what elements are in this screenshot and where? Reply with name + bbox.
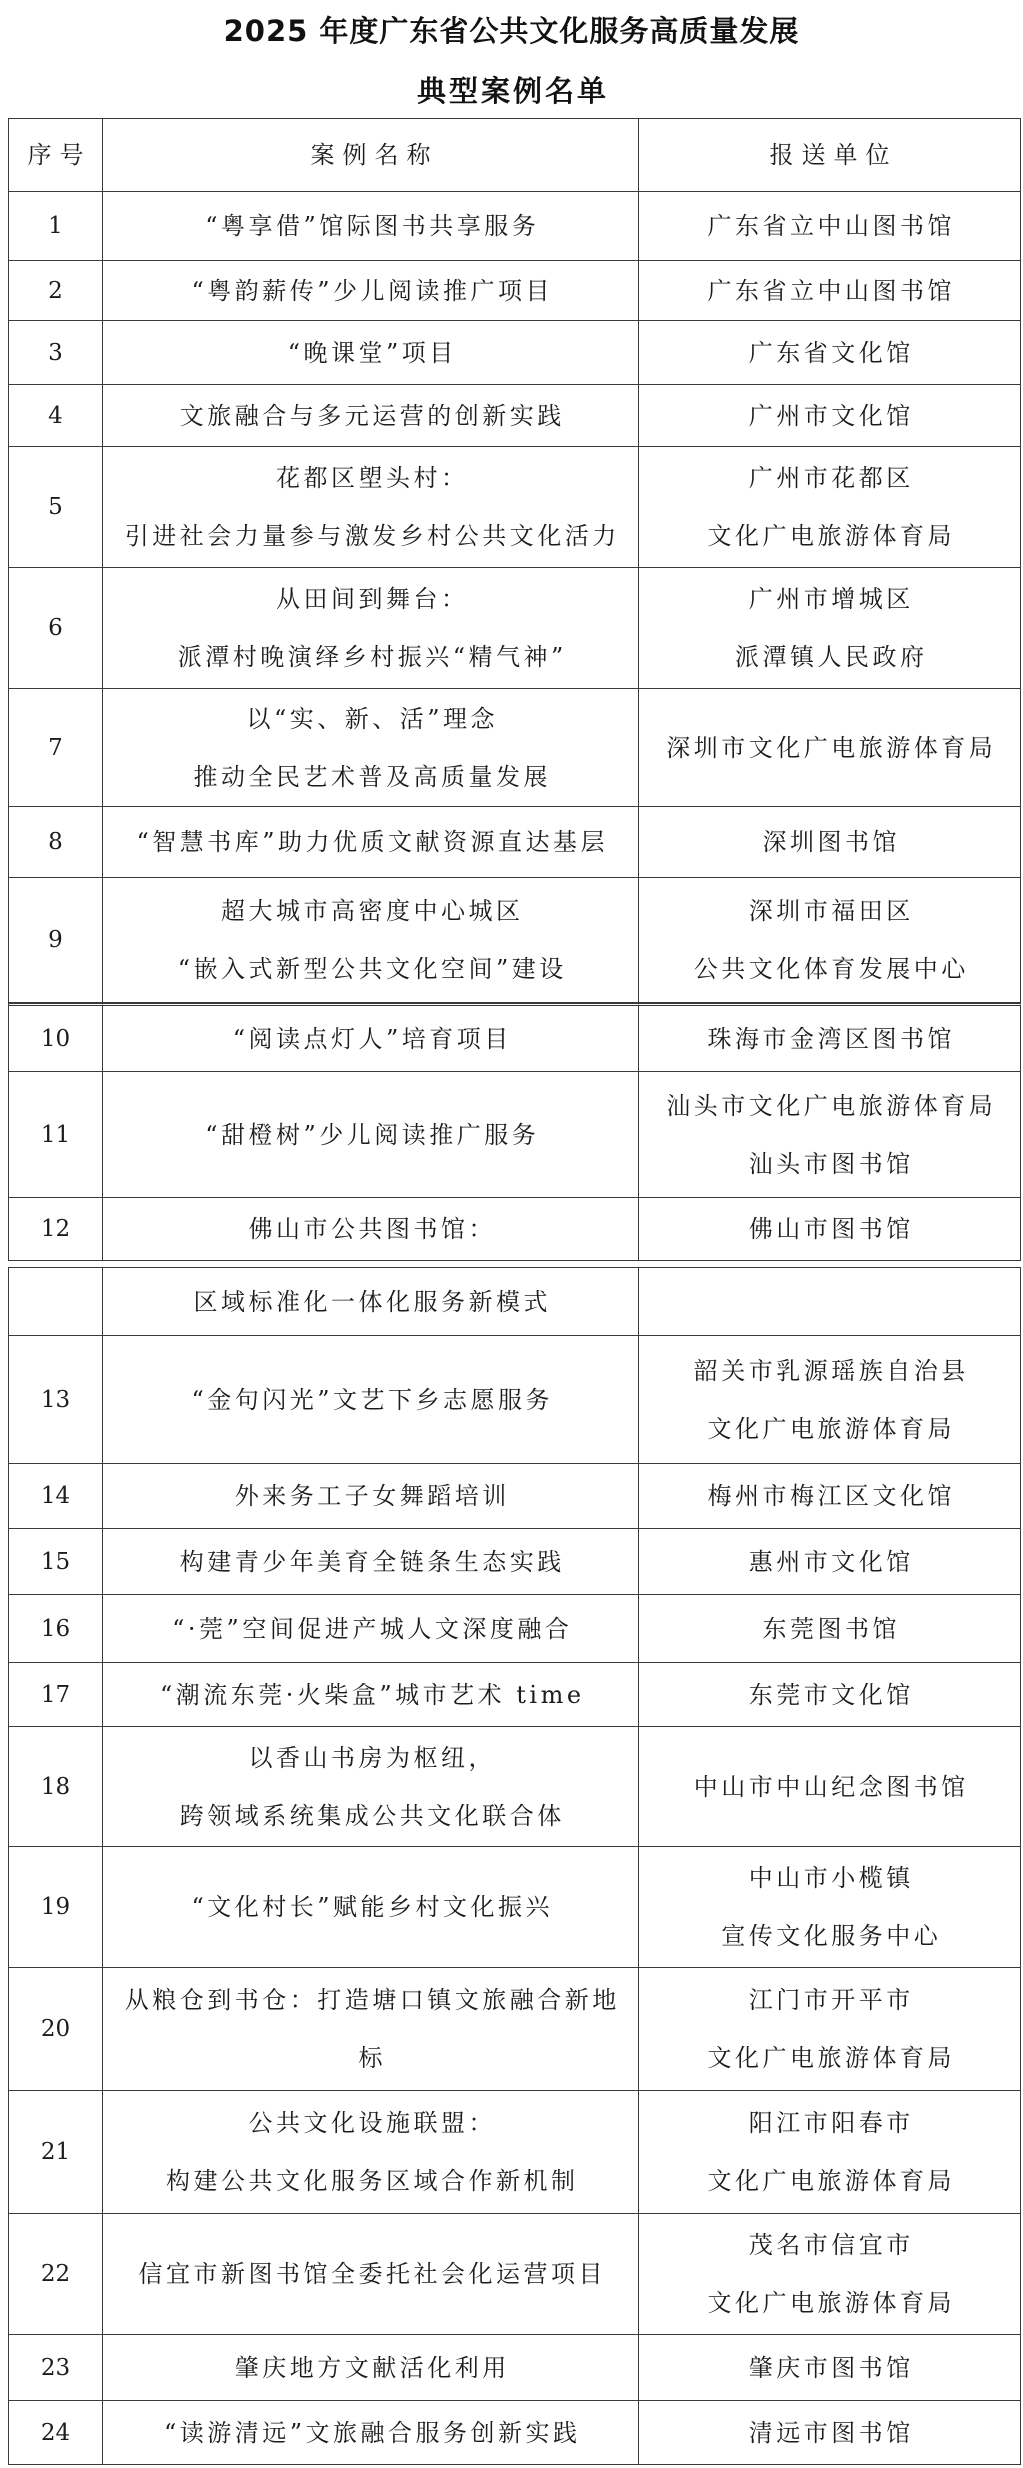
reporting-unit-cell (639, 689, 1021, 807)
row-number-cell (9, 2401, 103, 2465)
table-row (9, 1529, 1021, 1595)
case-name-line: 文旅融合与多元运营的创新实践 (179, 401, 565, 430)
row-number: 8 (48, 829, 63, 855)
row-number-cell (9, 807, 103, 878)
row-number-cell (9, 1663, 103, 1727)
case-name-line: 标 (358, 2044, 386, 2072)
case-name-line: “粤享借”馆际图书共享服务 (205, 212, 540, 240)
reporting-unit-line: 公共文化体育发展中心 (693, 955, 969, 983)
row-number-cell (9, 568, 103, 689)
case-name-cell (103, 1198, 639, 1261)
reporting-unit-line: 深圳市福田区 (748, 897, 914, 925)
reporting-unit-line: 韶关市乳源瑶族自治县 (693, 1356, 969, 1385)
case-name-cell (103, 878, 639, 1003)
document-title: 2025 年度广东省公共文化服务高质量发展 (223, 14, 800, 48)
case-name-line: “阅读点灯人”培育项目 (232, 1024, 512, 1053)
case-name-cell (103, 2335, 639, 2401)
case-name-cell (103, 2214, 639, 2335)
case-name-line: “晚课堂”项目 (287, 338, 457, 367)
document-subtitle: 典型案例名单 (416, 74, 609, 108)
table-row (9, 261, 1021, 321)
reporting-unit-line: 深圳市文化广电旅游体育局 (666, 733, 997, 762)
table-row (9, 1663, 1021, 1727)
row-number-cell (9, 1727, 103, 1847)
reporting-unit-cell (639, 1464, 1021, 1529)
table-row (9, 1464, 1021, 1529)
reporting-unit-cell (639, 2401, 1021, 2465)
case-name-cell (103, 321, 639, 385)
case-name-line: 佛山市公共图书馆： (248, 1215, 496, 1243)
case-name-line: “嵌入式新型公共文化空间”建设 (177, 955, 567, 983)
reporting-unit-cell (639, 878, 1021, 1003)
table-row (9, 2091, 1021, 2214)
reporting-unit-line: 广东省立中山图书馆 (707, 276, 955, 305)
reporting-unit-line: 惠州市文化馆 (748, 1547, 914, 1576)
case-name-cell (103, 192, 639, 261)
reporting-unit-cell (639, 2214, 1021, 2335)
case-name-line: 推动全民艺术普及高质量发展 (193, 762, 551, 791)
reporting-unit-cell (639, 2091, 1021, 2214)
case-name-line: “智慧书库”助力优质文献资源直达基层 (136, 828, 609, 856)
row-number: 9 (48, 927, 63, 953)
reporting-unit-line: 广东省立中山图书馆 (707, 212, 955, 240)
row-number-cell (9, 689, 103, 807)
reporting-unit-line: 梅州市梅江区文化馆 (707, 1482, 955, 1510)
reporting-unit-line: 珠海市金湾区图书馆 (707, 1024, 955, 1053)
reporting-unit-line: 江门市开平市 (748, 1986, 914, 2014)
row-number-cell (9, 2214, 103, 2335)
row-number: 2 (48, 277, 63, 304)
case-name-line: 以“实、新、活”理念 (246, 704, 499, 733)
case-name-line: 超大城市高密度中心城区 (221, 897, 524, 925)
case-name-line: 肇庆地方文献活化利用 (234, 2353, 510, 2382)
reporting-unit-line: 广州市文化馆 (748, 401, 914, 430)
row-number: 4 (48, 402, 63, 429)
reporting-unit-line: 文化广电旅游体育局 (707, 2167, 955, 2195)
table-row (9, 1003, 1021, 1072)
row-number: 6 (48, 615, 63, 641)
row-number: 21 (40, 2139, 71, 2165)
case-name-line: 构建青少年美育全链条生态实践 (179, 1547, 565, 1576)
case-name-line: “粤韵薪传”少儿阅读推广项目 (191, 276, 554, 305)
case-name-line: 从粮仓到书仓：打造塘口镇文旅融合新地 (124, 1986, 620, 2014)
row-number-cell (9, 1198, 103, 1261)
reporting-unit-cell (639, 1529, 1021, 1595)
row-number-cell (9, 878, 103, 1003)
table-row (9, 689, 1021, 807)
row-number-cell (9, 1968, 103, 2091)
reporting-unit-line: 肇庆市图书馆 (748, 2353, 914, 2382)
reporting-unit-line: 阳江市阳春市 (748, 2109, 914, 2137)
reporting-unit-line: 宣传文化服务中心 (721, 1922, 942, 1950)
table-row (9, 2214, 1021, 2335)
table-row (9, 2401, 1021, 2465)
row-number: 14 (40, 1483, 71, 1509)
row-number: 12 (40, 1216, 71, 1242)
reporting-unit-line: 广州市增城区 (748, 585, 914, 613)
reporting-unit-cell (639, 1847, 1021, 1968)
reporting-unit-line: 广东省文化馆 (748, 338, 914, 367)
table-row (9, 807, 1021, 878)
row-number: 20 (40, 2016, 71, 2042)
row-number-cell (9, 1464, 103, 1529)
reporting-unit-cell (639, 2335, 1021, 2401)
reporting-unit-line: 佛山市图书馆 (748, 1215, 914, 1243)
reporting-unit-cell (639, 1336, 1021, 1464)
table-row (9, 321, 1021, 385)
reporting-unit-line: 中山市中山纪念图书馆 (693, 1772, 969, 1801)
row-number-cell (9, 321, 103, 385)
reporting-unit-line: 东莞市文化馆 (748, 1680, 914, 1709)
reporting-unit-cell (639, 807, 1021, 878)
case-name-cell (103, 261, 639, 321)
reporting-unit-cell (639, 1198, 1021, 1261)
case-name-line: “读游清远”文旅融合服务创新实践 (163, 2418, 581, 2447)
row-number-cell (9, 1529, 103, 1595)
reporting-unit-cell (639, 261, 1021, 321)
row-number-cell (9, 1003, 103, 1072)
row-number: 16 (40, 1615, 71, 1642)
reporting-unit-line: 文化广电旅游体育局 (707, 2044, 955, 2072)
reporting-unit-cell (639, 447, 1021, 568)
row-number-cell (9, 385, 103, 447)
case-name-line: 跨领域系统集成公共文化联合体 (179, 1801, 565, 1830)
case-name-cell (103, 807, 639, 878)
header-cell-case-name (103, 119, 639, 192)
reporting-unit-line: 文化广电旅游体育局 (707, 2289, 955, 2317)
reporting-unit-line: 汕头市文化广电旅游体育局 (666, 1091, 997, 1120)
case-name-cell (103, 447, 639, 568)
case-name-cell (103, 1003, 639, 1072)
reporting-unit-cell (639, 568, 1021, 689)
case-name-cell (103, 1268, 639, 1336)
table-row (9, 878, 1021, 1003)
case-name-line: 以香山书房为枢纽， (248, 1743, 496, 1772)
case-name-cell (103, 689, 639, 807)
case-name-line: “潮流东莞·火柴盒”城市艺术 time (159, 1680, 585, 1709)
case-name-line: “金句闪光”文艺下乡志愿服务 (191, 1385, 554, 1414)
table-header-row (9, 119, 1021, 192)
row-number-cell (9, 447, 103, 568)
table-row (9, 1072, 1021, 1198)
case-name-line: 派潭村晚演绎乡村振兴“精气神” (177, 643, 567, 671)
row-number-cell (9, 1847, 103, 1968)
reporting-unit-cell (639, 1003, 1021, 1072)
reporting-unit-cell (639, 1727, 1021, 1847)
case-name-cell (103, 1595, 639, 1663)
reporting-unit-cell (639, 1072, 1021, 1198)
table-row (9, 385, 1021, 447)
reporting-unit-line: 东莞图书馆 (762, 1614, 900, 1643)
row-number: 17 (40, 1681, 71, 1708)
case-name-cell (103, 1464, 639, 1529)
table-row (9, 192, 1021, 261)
header-label: 序号 (27, 141, 92, 169)
row-number-cell (9, 2335, 103, 2401)
reporting-unit-cell (639, 1968, 1021, 2091)
case-name-cell (103, 568, 639, 689)
row-number-cell (9, 1336, 103, 1464)
case-name-line: 公共文化设施联盟： (248, 2109, 496, 2137)
reporting-unit-cell (639, 1268, 1021, 1336)
header-label: 报送单位 (769, 141, 898, 169)
reporting-unit-line: 茂名市信宜市 (748, 2231, 914, 2259)
table-row (9, 447, 1021, 568)
row-number: 7 (48, 734, 63, 761)
reporting-unit-line: 广州市花都区 (748, 464, 914, 492)
case-name-line: “文化村长”赋能乡村文化振兴 (191, 1893, 554, 1921)
header-label: 案例名称 (310, 141, 439, 169)
row-number: 3 (48, 339, 63, 366)
table-row (9, 1968, 1021, 2091)
table-row (9, 1198, 1021, 1261)
reporting-unit-line: 文化广电旅游体育局 (707, 1414, 955, 1443)
row-number-cell (9, 1072, 103, 1198)
case-name-line: 引进社会力量参与激发乡村公共文化活力 (124, 522, 620, 550)
row-number: 19 (40, 1894, 71, 1920)
case-name-cell (103, 2401, 639, 2465)
row-number: 18 (40, 1773, 71, 1800)
table-row (9, 2335, 1021, 2401)
row-number-cell (9, 1268, 103, 1336)
row-number: 22 (40, 2261, 71, 2287)
case-name-line: 信宜市新图书馆全委托社会化运营项目 (138, 2260, 606, 2288)
case-name-line: 区域标准化一体化服务新模式 (193, 1287, 551, 1316)
row-number-cell (9, 192, 103, 261)
case-name-line: 花都区塱头村： (276, 464, 469, 492)
reporting-unit-cell (639, 321, 1021, 385)
header-cell-reporting-unit (639, 119, 1021, 192)
reporting-unit-line: 深圳图书馆 (762, 828, 900, 856)
table-row (9, 1336, 1021, 1464)
header-cell-number (9, 119, 103, 192)
row-number: 23 (40, 2354, 71, 2381)
row-number: 13 (40, 1386, 71, 1413)
reporting-unit-line: 中山市小榄镇 (748, 1864, 914, 1892)
case-name-line: “·莞”空间促进产城人文深度融合 (172, 1614, 573, 1643)
row-number-cell (9, 1595, 103, 1663)
reporting-unit-line: 清远市图书馆 (748, 2418, 914, 2447)
case-name-cell (103, 1968, 639, 2091)
table-row (9, 1727, 1021, 1847)
reporting-unit-line: 文化广电旅游体育局 (707, 522, 955, 550)
case-name-line: “甜橙树”少儿阅读推广服务 (205, 1120, 540, 1149)
case-name-cell (103, 1072, 639, 1198)
case-name-cell (103, 1727, 639, 1847)
row-number-cell (9, 261, 103, 321)
row-number-cell (9, 2091, 103, 2214)
case-name-cell (103, 385, 639, 447)
case-name-line: 构建公共文化服务区域合作新机制 (166, 2167, 579, 2195)
case-name-cell (103, 1336, 639, 1464)
reporting-unit-cell (639, 1663, 1021, 1727)
table-row (9, 1595, 1021, 1663)
case-table-part-2 (8, 1267, 1021, 2465)
table-row-continuation (9, 1268, 1021, 1336)
reporting-unit-cell (639, 192, 1021, 261)
case-name-cell (103, 2091, 639, 2214)
case-name-cell (103, 1663, 639, 1727)
row-number: 15 (40, 1548, 71, 1575)
reporting-unit-line: 汕头市图书馆 (748, 1149, 914, 1178)
case-name-cell (103, 1529, 639, 1595)
case-name-line: 从田间到舞台： (276, 585, 469, 613)
reporting-unit-cell (639, 385, 1021, 447)
case-name-line: 外来务工子女舞蹈培训 (234, 1482, 510, 1510)
reporting-unit-line: 派潭镇人民政府 (735, 643, 928, 671)
row-number: 24 (40, 2419, 71, 2446)
reporting-unit-cell (639, 1595, 1021, 1663)
row-number: 5 (48, 494, 63, 520)
row-number: 1 (48, 213, 63, 239)
case-name-cell (103, 1847, 639, 1968)
table-row (9, 1847, 1021, 1968)
row-number: 10 (40, 1025, 71, 1052)
case-table-part-1 (8, 118, 1021, 1261)
row-number: 11 (40, 1121, 71, 1148)
table-row (9, 568, 1021, 689)
